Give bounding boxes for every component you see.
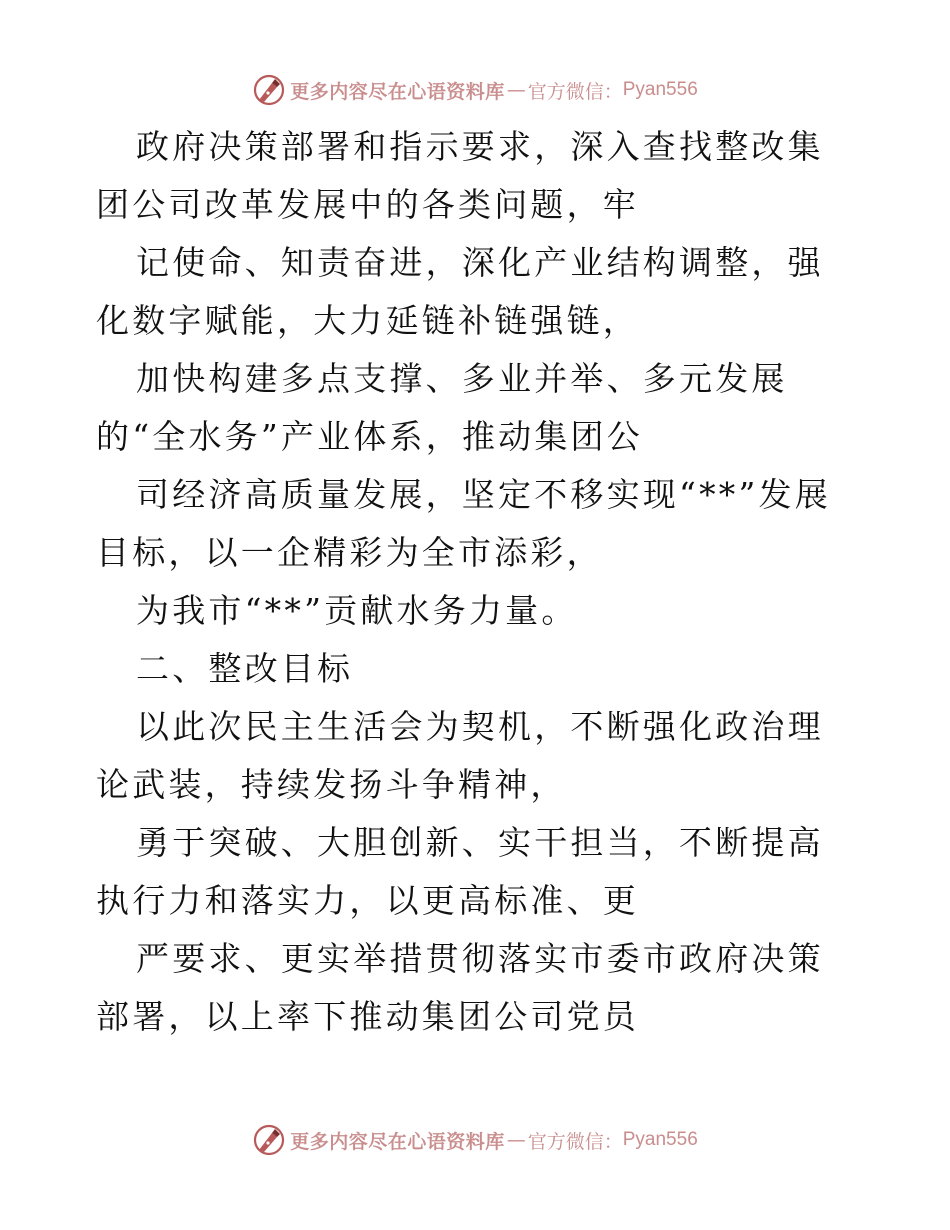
watermark-dash: — — [506, 1129, 526, 1151]
footer-watermark — [0, 1120, 950, 1160]
paragraph: 勇于突破、大胆创新、实干担当，不断提高执行力和落实力，以更高标准、更 — [96, 823, 824, 920]
pen-nib-circle-icon — [252, 1123, 286, 1157]
paragraph: 为我市“**”贡献水务力量。 — [136, 591, 578, 630]
paragraph: 严要求、更实举措贯彻落实市委市政府决策部署，以上率下推动集团公司党员 — [96, 939, 824, 1036]
paragraph: 以此次民主生活会为契机，不断强化政治理论武装，持续发扬斗争精神， — [96, 707, 824, 804]
document-body — [96, 118, 856, 1046]
watermark-brand: 更多内容尽在心语资料库 — [290, 80, 505, 103]
section-heading: 二、整改目标 — [136, 649, 354, 688]
watermark-brand: 更多内容尽在心语资料库 — [290, 1130, 505, 1153]
watermark-wechat-id: Pyan556 — [622, 79, 698, 100]
paragraph: 加快构建多点支撑、多业并举、多元发展的“全水务”产业体系，推动集团公 — [96, 359, 788, 456]
watermark-official-label: 官方微信： — [527, 80, 623, 103]
watermark-official-label: 官方微信： — [527, 1130, 623, 1153]
pen-nib-circle-icon — [252, 73, 286, 107]
paragraph: 政府决策部署和指示要求，深入查找整改集团公司改革发展中的各类问题，牢 — [96, 127, 824, 224]
watermark-dash: — — [506, 79, 526, 101]
watermark-wechat-id: Pyan556 — [622, 1129, 698, 1150]
header-watermark — [0, 70, 950, 110]
paragraph: 记使命、知责奋进，深化产业结构调整，强化数字赋能，大力延链补链强链， — [96, 243, 824, 340]
paragraph: 司经济高质量发展，坚定不移实现“**”发展目标，以一企精彩为全市添彩， — [96, 475, 831, 572]
